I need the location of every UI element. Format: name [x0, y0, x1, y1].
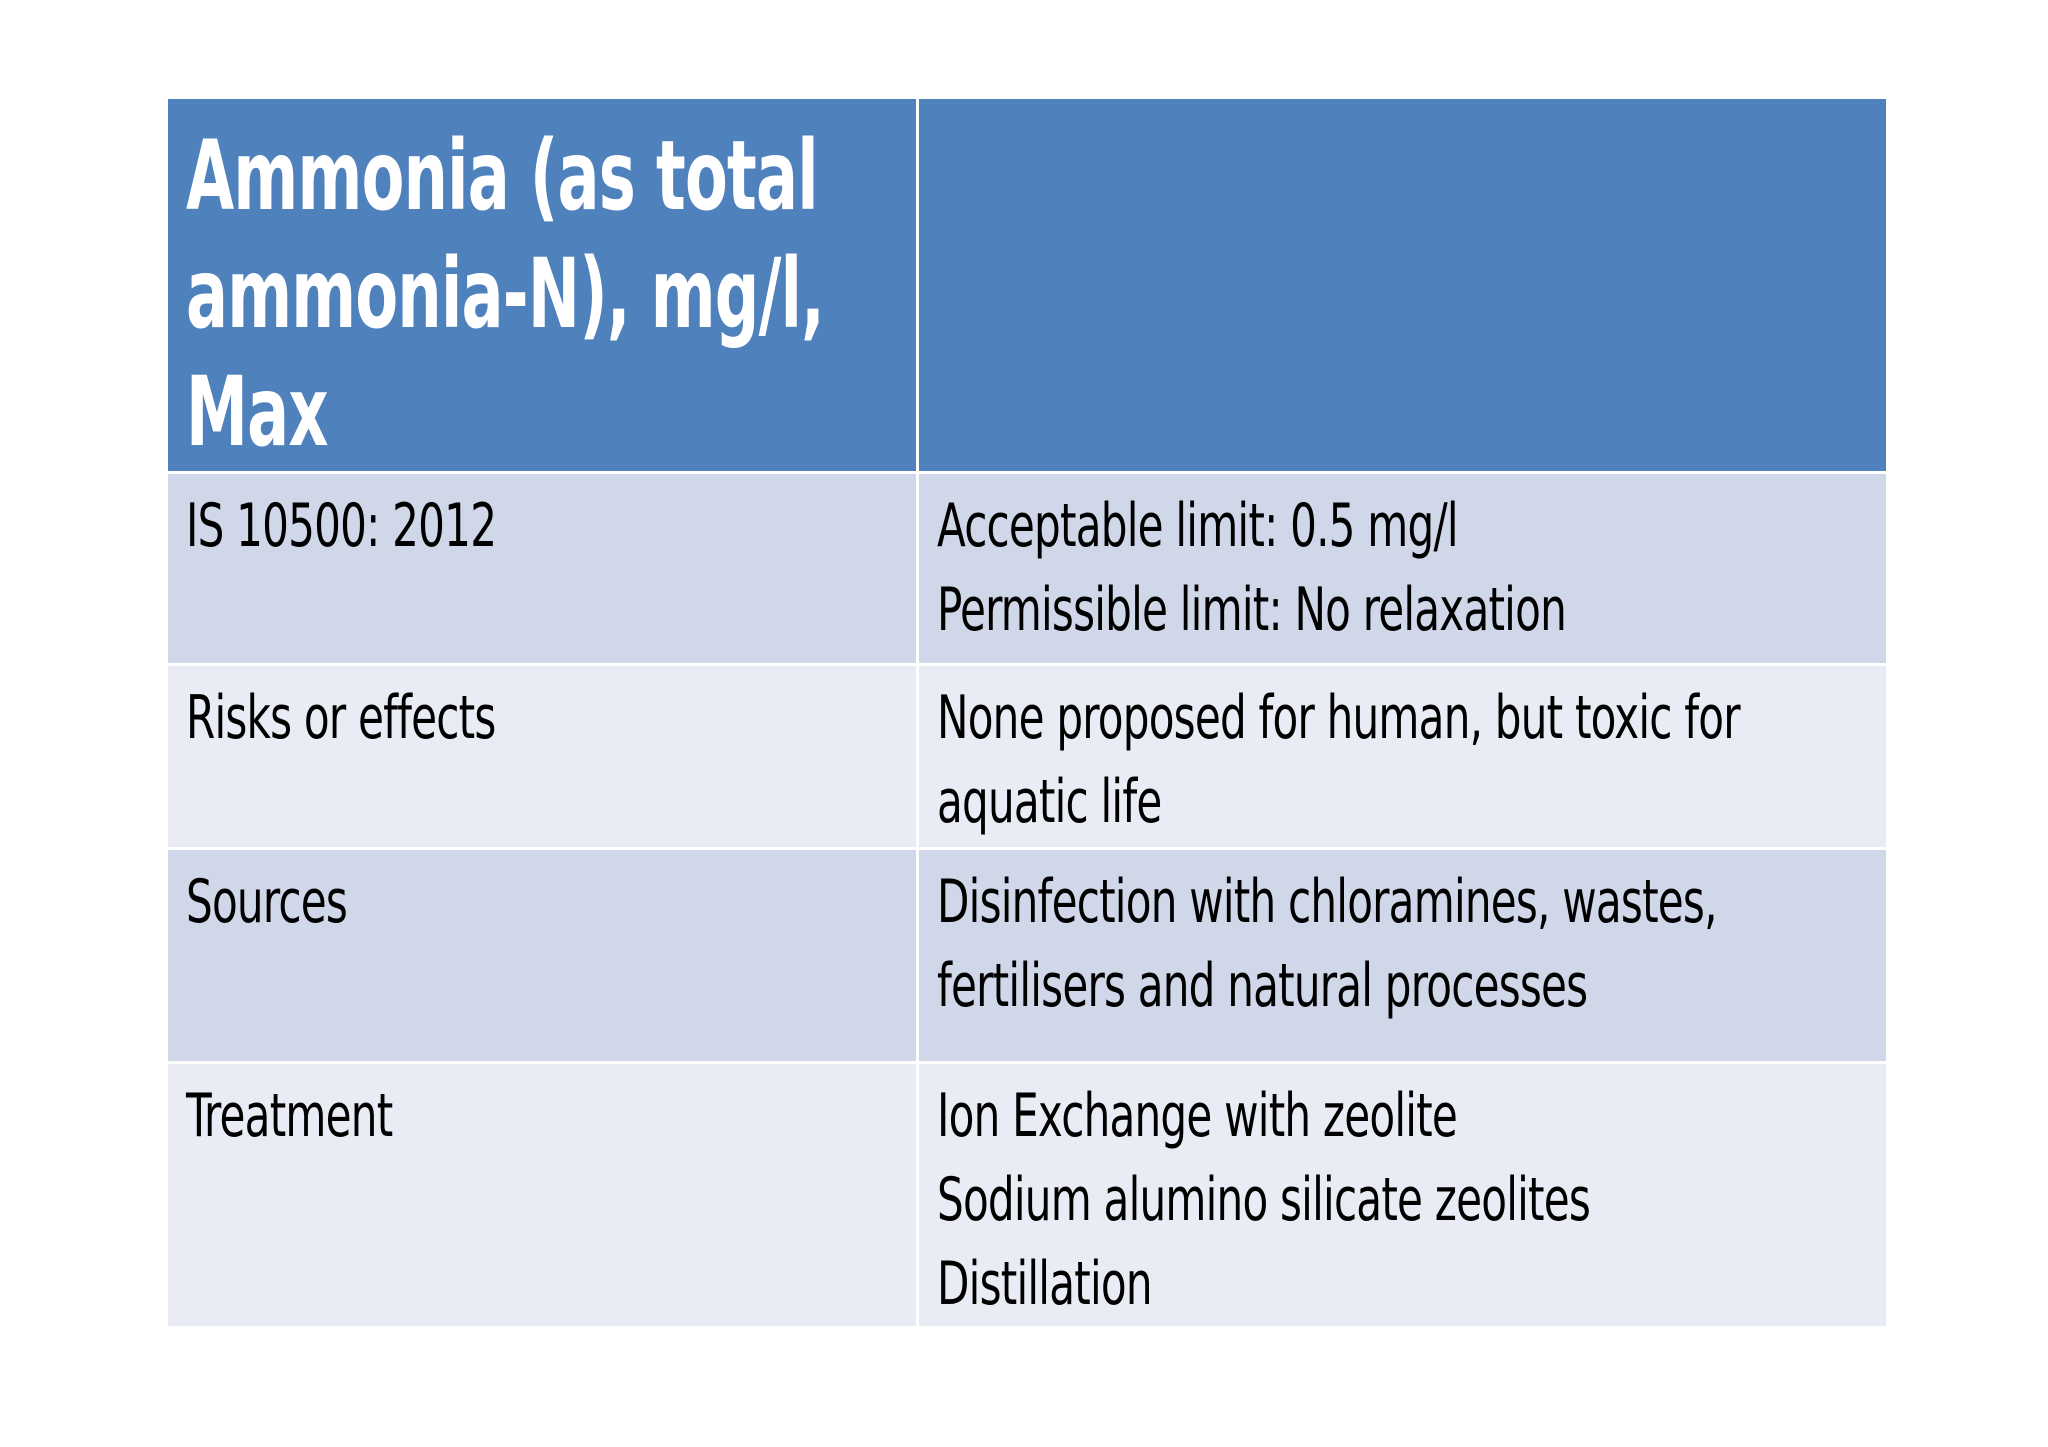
row-value-line: None proposed for human, but toxic for: [937, 683, 1740, 753]
row-value: [937, 1074, 1590, 1326]
row-label-cell: [167, 665, 918, 849]
table-row: [167, 1063, 1888, 1328]
row-value-cell: [918, 665, 1888, 849]
row-value: [937, 676, 1740, 844]
table-row: [167, 665, 1888, 849]
row-value-line: Permissible limit: No relaxation: [937, 575, 1566, 645]
row-value-line: Ion Exchange with zeolite: [937, 1081, 1458, 1151]
row-value-line: fertilisers and natural processes: [937, 951, 1588, 1021]
row-value: [937, 484, 1566, 652]
row-label-cell: [167, 473, 918, 665]
table-row: [167, 473, 1888, 665]
row-label: Risks or effects: [186, 683, 496, 753]
row-label: IS 10500: 2012: [186, 491, 497, 561]
row-label: Treatment: [186, 1081, 393, 1151]
header-parameter-line: ammonia-N), mg/l,: [186, 238, 825, 350]
row-value-line: Acceptable limit: 0.5 mg/l: [937, 491, 1458, 561]
row-value-cell: [918, 849, 1888, 1063]
row-label: Sources: [186, 867, 347, 937]
header-parameter-line: Ammonia (as total: [186, 120, 818, 232]
table-row: [167, 849, 1888, 1063]
header-parameter-line: Max: [186, 356, 328, 468]
row-value-line: Distillation: [937, 1249, 1152, 1319]
header-parameter-text: [186, 117, 824, 471]
row-value-line: aquatic life: [937, 767, 1162, 837]
table-header-row: [167, 98, 1888, 473]
parameter-table: [165, 96, 1889, 1329]
row-value-line: Sodium alumino silicate zeolites: [937, 1165, 1591, 1235]
row-label-cell: [167, 1063, 918, 1328]
header-parameter-cell: [167, 98, 918, 473]
row-value-line: Disinfection with chloramines, wastes,: [937, 867, 1717, 937]
row-value-cell: [918, 1063, 1888, 1328]
row-value-cell: [918, 473, 1888, 665]
row-label-cell: [167, 849, 918, 1063]
header-value-cell: [918, 98, 1888, 473]
row-value: [937, 860, 1717, 1028]
